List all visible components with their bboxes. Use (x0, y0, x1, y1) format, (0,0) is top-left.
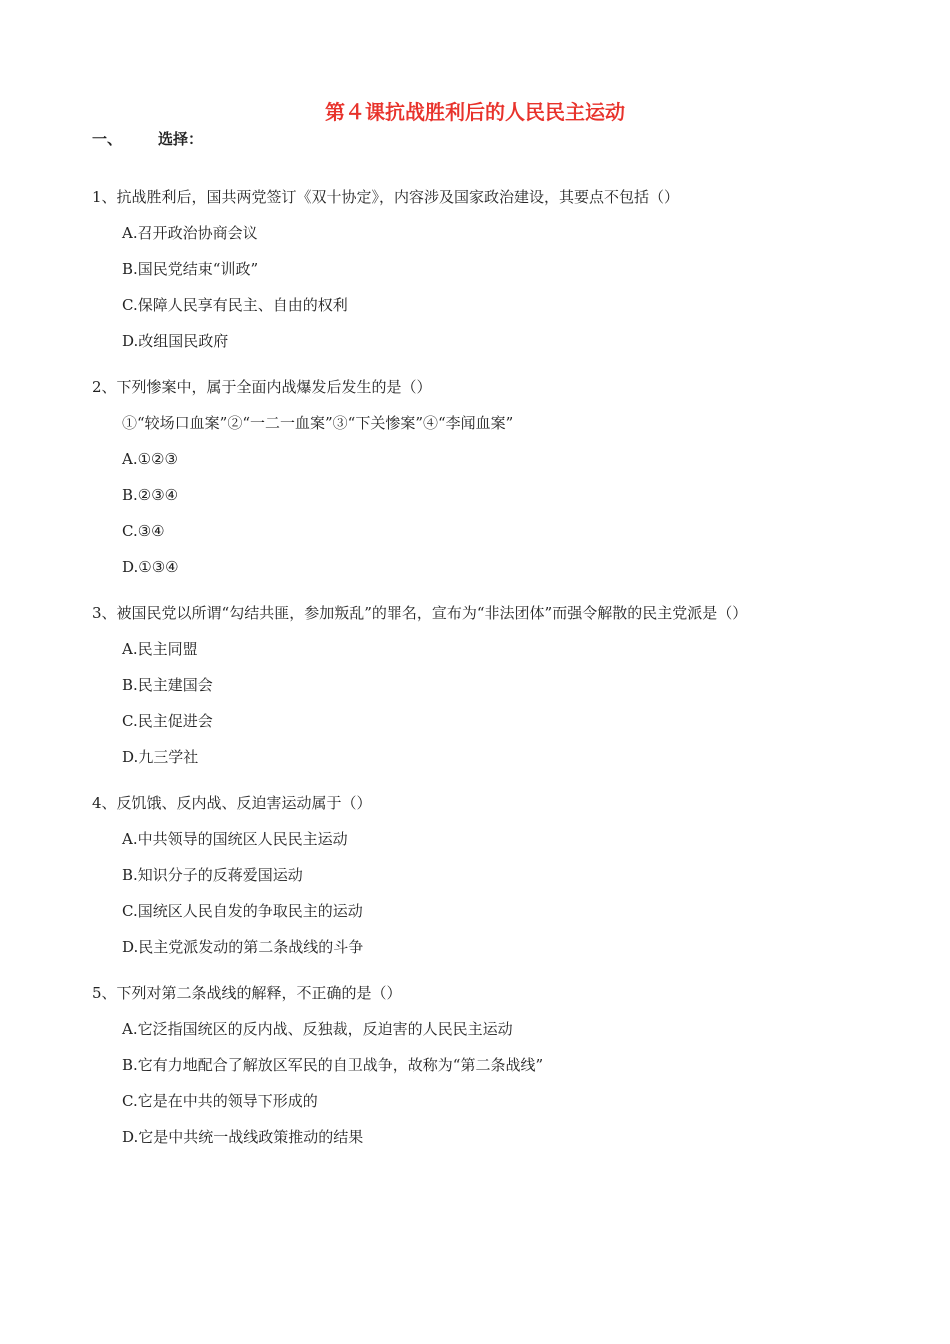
question-1 (92, 186, 892, 352)
option-a: A.①②③ (122, 450, 178, 468)
option-c: C.③④ (122, 522, 165, 540)
document-title: 第４课抗战胜利后的人民民主运动 (325, 100, 625, 124)
option-a: A.中共领导的国统区人民民主运动 (122, 830, 348, 848)
option-c: C.保障人民享有民主、自由的权利 (122, 296, 348, 314)
question-4 (92, 792, 892, 958)
question-5 (92, 982, 892, 1148)
question-stem: 5、下列对第二条战线的解释，不正确的是（） (92, 984, 402, 1002)
question-stem: 4、反饥饿、反内战、反迫害运动属于（） (92, 794, 372, 812)
option-d: D.①③④ (122, 558, 179, 576)
option-a: A.民主同盟 (122, 640, 198, 658)
section-label: 选择： (158, 130, 204, 148)
option-b: B.知识分子的反蒋爱国运动 (122, 866, 303, 884)
question-sub-statement: ①“较场口血案”②“一二一血案”③“下关惨案”④“李闻血案” (122, 414, 514, 432)
option-b: B.它有力地配合了解放区军民的自卫战争，故称为“第二条战线” (122, 1056, 544, 1074)
question-stem: 1、抗战胜利后，国共两党签订《双十协定》，内容涉及国家政治建设，其要点不包括（） (92, 188, 680, 206)
option-a: A.它泛指国统区的反内战、反独裁，反迫害的人民民主运动 (122, 1020, 513, 1038)
question-3 (92, 602, 892, 768)
option-b: B.②③④ (122, 486, 179, 504)
option-b: B.民主建国会 (122, 676, 213, 694)
option-d: D.改组国民政府 (122, 332, 229, 350)
question-stem: 3、被国民党以所谓“勾结共匪，参加叛乱”的罪名，宣布为“非法团体”而强令解散的民主党派是（） (92, 604, 748, 622)
option-d: D.它是中共统一战线政策推动的结果 (122, 1128, 364, 1146)
option-a: A.召开政治协商会议 (122, 224, 258, 242)
question-list (92, 186, 892, 1172)
section-number: 一、 (92, 130, 123, 148)
option-c: C.国统区人民自发的争取民主的运动 (122, 902, 363, 920)
option-b: B.国民党结束“训政” (122, 260, 259, 278)
option-c: C.民主促进会 (122, 712, 213, 730)
question-stem: 2、下列惨案中，属于全面内战爆发后发生的是（） (92, 378, 432, 396)
section-heading (92, 128, 203, 150)
option-c: C.它是在中共的领导下形成的 (122, 1092, 318, 1110)
option-d: D.九三学社 (122, 748, 199, 766)
option-d: D.民主党派发动的第二条战线的斗争 (122, 938, 364, 956)
question-2 (92, 376, 892, 578)
